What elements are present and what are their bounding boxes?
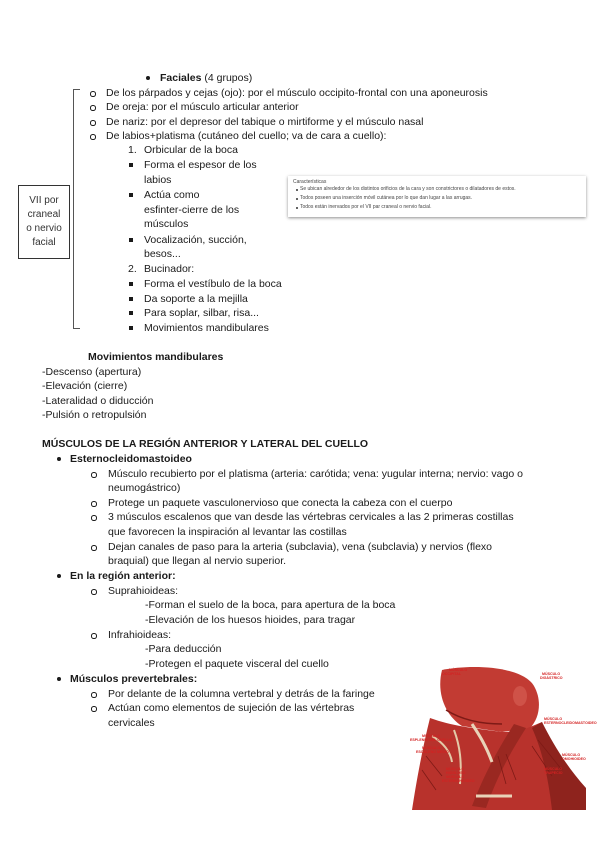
bullet-dot xyxy=(57,457,61,461)
orbicular-item-cont: músculos xyxy=(144,218,189,230)
fig-label: ESTERNOCLEIDOMASTOIDEO xyxy=(544,721,597,725)
section-title: MÚSCULOS DE LA REGIÓN ANTERIOR Y LATERAL DEL CUELLO xyxy=(42,438,369,450)
bullet-square xyxy=(129,297,133,301)
fig-label: MÚSCULO xyxy=(422,734,441,738)
fig-label: HIOGLOSO xyxy=(446,771,466,775)
bucinador-item: Da soporte a la mejilla xyxy=(144,293,248,305)
group-item: De nariz: por el depresor del tabique o mirtiforme y el músculo nasal xyxy=(106,116,424,128)
group-item: De los párpados y cejas (ojo): por el músculo occipito-frontal con una aponeurosis xyxy=(106,87,488,99)
note-line: Todos están inervados por el VII par craneal o nervio facial. xyxy=(300,204,432,210)
bullet-circle xyxy=(91,515,97,521)
fig-label: MÚSCULO xyxy=(449,668,468,672)
bucinador-item: Para soplar, silbar, risa... xyxy=(144,307,259,319)
group-item: De labios+platisma (cutáneo del cuello; va de cara a cuello): xyxy=(106,130,387,142)
bucinador-item: Forma el vestíbulo de la boca xyxy=(144,278,282,290)
fig-label: MÚSCULO xyxy=(544,717,563,721)
bullet-circle xyxy=(91,472,97,478)
bullet-circle xyxy=(91,692,97,698)
fig-label: TRAPECIO xyxy=(544,771,563,775)
bullet-circle xyxy=(91,545,97,551)
fig-label: MÚSCULO xyxy=(422,746,441,750)
vii-box-line: o nervio xyxy=(26,223,62,234)
supra-item: -Forman el suelo de la boca, para apertura de la boca xyxy=(145,599,396,611)
bucinador-item: Movimientos mandibulares xyxy=(144,322,269,334)
bullet-circle xyxy=(90,91,96,97)
orbicular-item: Forma el espesor de los xyxy=(144,159,257,171)
prever-item-cont: cervicales xyxy=(108,717,155,729)
characteristics-note xyxy=(288,176,586,217)
list-number: 1. xyxy=(128,144,137,156)
orbicular-item-cont: labios xyxy=(144,174,172,186)
supra-label: Suprahioideas: xyxy=(108,585,179,597)
bullet-circle xyxy=(91,501,97,507)
mov-item: -Descenso (apertura) xyxy=(42,366,142,378)
infra-label: Infrahioideas: xyxy=(108,629,172,641)
orbicular-item: Vocalización, succión, xyxy=(144,234,247,246)
faciales-suffix: (4 grupos) xyxy=(201,72,253,84)
bullet-circle xyxy=(90,120,96,126)
esterno-item-cont: braquial) que llegan al nervio superior. xyxy=(108,555,287,567)
prever-item: Por delante de la columna vertebral y detrás de la faringe xyxy=(108,688,375,700)
mov-mandibulares-title: Movimientos mandibulares xyxy=(88,351,224,363)
esterno-item: Protege un paquete vasculonervioso que conecta la cabeza con el cuerpo xyxy=(108,497,453,509)
fig-label: MÚSCULO xyxy=(542,672,561,676)
note-bullet xyxy=(296,207,298,209)
neck-muscles-figure xyxy=(402,666,597,810)
orbicular-heading: Orbicular de la boca xyxy=(144,144,238,156)
anterior-title: En la región anterior: xyxy=(70,570,176,582)
vii-box-line: VII por xyxy=(29,195,59,206)
bullet-dot xyxy=(57,677,61,681)
fig-label: ESPLENIO DEL CUELLO xyxy=(410,738,453,742)
prever-title: Músculos prevertebrales: xyxy=(70,673,198,685)
bullet-circle xyxy=(91,706,97,712)
fig-label: OCCIPITAL xyxy=(442,672,462,676)
esterno-item: Músculo recubierto por el platisma (arteria: carótida; vena: yugular interna; nervio: vago o xyxy=(108,468,523,480)
group-item: De oreja: por el músculo articular anterior xyxy=(106,101,299,113)
note-line: Se ubican alrededor de los distintos orificios de la cara y son constrictores o dilatadores de estos. xyxy=(300,186,516,192)
bullet-square xyxy=(129,311,133,315)
mov-item: -Elevación (cierre) xyxy=(42,380,128,392)
orbicular-item: Actúa como xyxy=(144,189,200,201)
bracket-line xyxy=(73,89,80,329)
bullet-circle xyxy=(91,633,97,639)
fig-label: MÚSCULO xyxy=(446,767,465,771)
fig-label: ESTERNOHIOIDEO xyxy=(442,779,475,783)
fig-label: MÚSCULO xyxy=(562,753,581,757)
esterno-title: Esternocleidomastoideo xyxy=(70,453,192,465)
esterno-item-cont: neumogástrico) xyxy=(108,482,181,494)
note-line: Todos poseen una inserción móvil cutánea por lo que dan lugar a las arrugas. xyxy=(300,195,473,201)
bullet-square xyxy=(129,238,133,242)
bullet-dot xyxy=(146,76,150,80)
bullet-circle xyxy=(90,134,96,140)
bullet-dot xyxy=(57,574,61,578)
fig-label: DIGÁSTRICO xyxy=(540,676,563,680)
prever-item: Actúan como elementos de sujeción de las vértebras xyxy=(108,702,355,714)
infra-item: -Protegen el paquete visceral del cuello xyxy=(145,658,329,670)
esterno-item-cont: que favorecen la inspiración al levantar las costillas xyxy=(108,526,347,538)
bullet-square xyxy=(129,282,133,286)
faciales-title: Faciales xyxy=(160,72,202,84)
orbicular-item-cont: besos... xyxy=(144,248,181,260)
note-bullet xyxy=(296,189,298,191)
esterno-item: Dejan canales de paso para la arteria (subclavia), vena (subclavia) y nervios (flexo xyxy=(108,541,493,553)
bucinador-heading: Bucinador: xyxy=(144,263,195,275)
note-title: Características xyxy=(293,179,327,185)
bullet-circle xyxy=(90,105,96,111)
fig-label: MÚSCULO xyxy=(544,767,563,771)
mov-item: -Lateralidad o diducción xyxy=(42,395,154,407)
fig-label: OMOHIOIDEO xyxy=(562,757,586,761)
infra-item: -Para deducción xyxy=(145,643,222,655)
bullet-square xyxy=(129,193,133,197)
ear-shape xyxy=(513,686,527,706)
fig-label: ESCALENO MEDIO xyxy=(416,750,449,754)
esterno-item: 3 músculos escalenos que van desde las vértebras cervicales a las 2 primeras costillas xyxy=(108,511,514,523)
list-number: 2. xyxy=(128,263,137,275)
fig-label: MÚSCULO xyxy=(446,775,465,779)
note-bullet xyxy=(296,198,298,200)
bullet-square xyxy=(129,163,133,167)
bullet-circle xyxy=(91,589,97,595)
bullet-square xyxy=(129,326,133,330)
orbicular-item-cont: esfinter-cierre de los xyxy=(144,204,240,216)
supra-item: -Elevación de los huesos hioides, para tragar xyxy=(145,614,356,626)
vii-nerve-box xyxy=(18,185,70,259)
faciales-heading xyxy=(160,72,252,85)
vii-box-line: facial xyxy=(32,237,56,248)
vii-box-line: craneal xyxy=(27,209,61,220)
mov-item: -Pulsión o retropulsión xyxy=(42,409,147,421)
